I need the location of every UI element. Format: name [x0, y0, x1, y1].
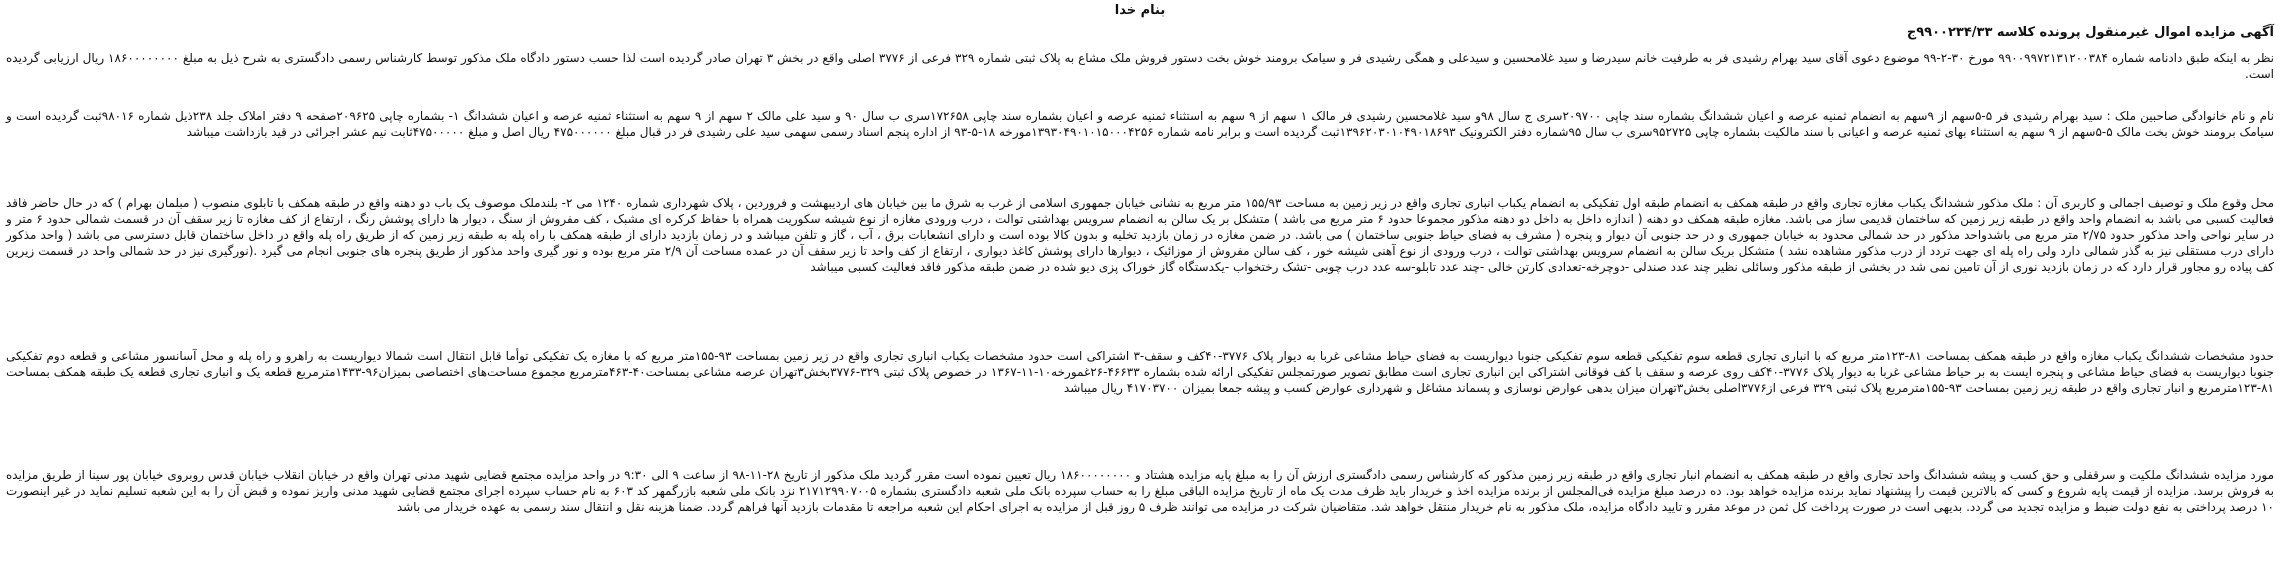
notice-heading: بنام خدا — [1114, 3, 1166, 18]
notice-title: آگهی مزایده اموال غیرمنقول پرونده کلاسه ۹۹۰۰۲۳۴/۳۳ج — [1906, 25, 2274, 40]
paragraph-property-description: محل وقوع ملک و توصیف اجمالی و کاربری آن : ملک مذکور ششدانگ یکباب مغازه تجاری واقع در طبقه همکف به انضمام طبقه اول تفکیکی به انضمام یکباب انباری تجاری واقع در زیر زمین به مساحت ۱۵۵/۹۳ متر مربع به نشانی خیابان جمهوری اسلامی از غرب به شرق ما بین خیابان های اردیبهشت و فروردین ، پلاک شهرداری شماره ۱۲۴۰ می ۲- بلندملک موصوف یک باب دو دهنه واقع در طبقه همکف با تابلوی منصوب ( مبلمان بهرام ) که در حال حاضر فاقد فعالیت کسبی می باشد به انضمام واحد واقع در طبقه زیر زمین که ساختمان قدیمی ساز می باشد. مغازه طبقه همکف دو دهنه ( اندازه داخل به داخل دو دهنه مذکور مجموعا حدود ۶ متر مربع می باشد ) متشکل بر یک سالن به انضمام سرویس بهداشتی توالت ، درب ورودی مغازه از نوع شیشه سکوریت همراه با حفاظ کرکره ای مشبک ، کف مفروش از سنگ ، دیوار ها دارای پوشش رنگ ، ارتفاع از کف مغازه تا زیر سقف آن در قسمت شمالی حدود ۶ متر و در سایر نواحی واحد مذکور حدود ۲/۷۵ متر مربع می باشدواحد مذکور در حد شمالی محدود به خیابان جمهوری و در حد جنوبی آن دیوار و پنجره ( مشرف به فضای حیاط جنوبی ساختمان ) می باشد. در ضمن مغازه در زمان بازدید تخلیه و بدون کالا بوده است و دارای انشعابات برق ، آب ، گاز و تلفن میباشد و در زمان بازدید دارای از طبقه همکف با راه پله به طبقه زیر زمین که از طریق راه پله واقع در داخل ساختمان قابل دسترسی می باشد ( واحد مذکور دارای درب مستقلی نیز به گذر شمالی دارد ولی راه پله ای جهت تردد از درب مذکور مشاهده نشد ) متشکل بریک سالن به انضمام سرویس بهداشتی توالت ، درب ورودی از نوع آهنی شیشه خور ، کف سالن مفروش از موزائیک ، دیوارها دارای پوشش کاغذ دیواری ، ارتفاع از کف واحد تا زیر سقف آن در عمده مساحت آن ۲/۹ متر مربع بوده و نور گیری واحد مذکور از طریق پنجره های جنوبی انجام می گیرد .(نورگیری نیز در حد شمالی واحد در قسمت زیرین کف پیاده رو مجاور قرار دارد که در زمان بازدید نوری از آن تامین نمی شد در بخشی از طبقه مذکور وسائلی نظیر چند عدد صندلی -دوچرخه-تعدادی کارتن خالی -چند عدد تابلو-سه عدد درب چوبی -تشک رختخواب -یکدستگاه گاز خوراک پزی دیو شده در ضمن طبقه مذکور فاقد فعالیت کسبی میباشد — [6, 196, 2275, 275]
paragraph-owners: نام و نام خانوادگی صاحبین ملک : سید بهرام رشیدی فر ۵-۵سهم از ۹سهم به انضمام ثمنیه عرصه و اعیان ششدانگ بشماره سند چاپی ۲۰۹۷۰۰سری ج سال ۹۸و سید غلامحسین رشیدی فر مالک ۱ سهم از ۹ سهم به استثناء ثمنیه عرصه و اعیان بشماره سند چاپی ۱۷۲۶۵۸سری ب سال ۹۰ و سید علی مالک ۲ سهم از ۹ سهم به استثناء ثمنیه عرصه و اعیان ششدانگ ۱- بشماره چاپی ۲۰۹۶۲۵صفحه ۹ دفتر املاک جلد ۲۳۸ذیل شماره ۹۸۰۱۶ثبت گردیده است و سیامک برومند خوش بخت مالک ۵-۵سهم از ۹ سهم به استثناء بهای ثمنیه عرصه و اعیانی با سند مالکیت بشماره چاپی ۹۵۲۷۲۵سری ب سال ۹۵شماره دفتر الکترونیک ۱۳۹۶۲۰۳۰۱۰۴۹۰۱۸۶۹۳ثبت گردیده است و برابر نامه شماره ۱۳۹۳۰۴۹۰۱۰۱۵۰۰۰۴۲۵۶مورخه ۱۸-۵-۹۳ از اداره پنجم اسناد رسمی سهمی سید علی رشیدی فر در قبال مبلغ ۴۷۵۰۰۰۰۰۰ ریال اصل و مبلغ ۴۷۵۰۰۰۰۰ثابت نیم عشر اجرائی در قید بازداشت میباشد — [6, 109, 2275, 140]
paragraph-boundaries: حدود مشخصات ششدانگ یکباب مغازه واقع در طبقه همکف بمساحت ۸۱-۱۲۳متر مربع که با انباری تجاری قطعه سوم تفکیکی قطعه سوم تفکیکی جنوبا دیواریست به فضای حیاط مشاعی غربا به دیوار پلاک ۳۷۷۶-۴۰کف و سقف-۳ اشتراکی است حدود مشخصات یکباب انباری تجاری واقع در زیر زمین بمساحت ۹۳-۱۵۵متر مربع که با مغازه یک تفکیکی توأما قابل انتقال است شمالا دیواریست به راهرو و راه پله و محل آسانسور مشاعی و قطعه دوم تفکیکی جنوبا دیواریست به فضای حیاط مشاعی و پنجره ایست به بر حیاط مشاعی غربا به دیوار پلاک ۳۷۷۶-۴۰کف روی عرصه و سقف با کف فوقانی اشتراکی این انباری تجاری است مطابق تصویر صورتمجلس تفکیکی ارائه شده بشماره ۴۶۶۳۳-۲۶غمورخه۱۰-۱۱-۱۳۶۷ در خصوص پلاک ثبتی ۳۲۹-۳۷۷۶بخش۳تهران عرصه مشاعی بمساحت۴۰-۴۶۳مترمربع مجموع مساحت‌های اختصاصی بمیزان۹۶-۱۴۳۳مترمربع قطعه یک و انباری تجاری قطعه یک طبقه همکف بمساحت ۸۱-۱۲۳مترمربع و انبار تجاری واقع در طبقه زیر زمین بمساحت ۹۳-۱۵۵مترمربع پلاک ثبتی ۳۲۹ فرعی از۳۷۷۶اصلی بخش۳تهران میزان بدهی عوارض نوسازی و پسماند مشاغل و شهرداری عوارض کسب و پیشه جمعا بمیزان ۴۱۷۰۳۷۰۰ ریال میباشد — [6, 349, 2275, 396]
paragraph-auction-terms: مورد مزایده ششدانگ ملکیت و سرقفلی و حق کسب و پیشه ششدانگ واحد تجاری واقع در طبقه همکف به انضمام انبار تجاری واقع در طبقه زیر زمین مذکور که کارشناس رسمی دادگستری ارزش آن را به مبلغ پایه مزایده هشتاد و ۱۸۶۰۰۰۰۰۰۰۰ ریال تعیین نموده است مقرر گردید ملک مذکور از تاریخ ۲۸-۱۱-۹۸ از ساعت ۹ الی ۹:۳۰ در واحد مزایده مجتمع قضایی شهید مدنی تهران واقع در خیابان انقلاب خیابان قدس روبروی خیابان پور سینا از طریق مزایده به فروش برسد. مزایده از قیمت پایه شروع و کسی که بالاترین قیمت را پیشنهاد نماید برنده مزایده خواهد بود. ده درصد مبلغ مزایده فی‌المجلس از برنده مزایده اخذ و خریدار باید ظرف مدت یک ماه از تاریخ مزایده الباقی مبلغ را به حساب سپرده بانک ملی شعبه دادگستری بشماره ۲۱۷۱۲۹۹۰۷۰۰۵ نزد بانک ملی شعبه بازرگمهر کد ۶۰۳ به نام حساب سپرده اجرای مجتمع قضایی شهید مدنی واریز نموده و قبض آن را به این شعبه تسلیم نماید در غیر اینصورت ۱۰ درصد پرداختی به نفع دولت ضبط و مزایده تجدید می گردد. بدیهی است در صورت پرداخت کل ثمن در موعد مقرر و تایید دادگاه مزایده، ملک مذکور به نام خریدار منتقل خواهد شد. متقاضیان شرکت در مزایده می توانند ظرف ۵ روز قبل از مزایده به اجرای احکام این شعبه مراجعه تا مقدمات بازدید آنها فراهم گردد. ضمنا هزینه نقل و انتقال سند رسمی به عهده خریدار می باشد — [6, 468, 2274, 515]
paragraph-court-order: نظر به اینکه طبق دادنامه شماره ۹۹۰۰۹۹۷۲۱۳۱۲۰۰۳۸۴ مورخ ۳۰-۲-۹۹ موضوع دعوی آقای سید بهرام رشیدی فر به طرفیت خانم سیدرضا و سید غلامحسین و سیدعلی و همگی رشیدی فر و سیامک برومند خوش بخت دستور فروش ملک مشاع به پلاک ثبتی شماره ۳۲۹ فرعی از ۳۷۷۶ اصلی واقع در بخش ۳ تهران صادر گردیده است لذا حسب دستور دادگاه ملک مذکور توسط کارشناس رسمی دادگستری به شرح ذیل به مبلغ ۱۸۶۰۰۰۰۰۰۰۰ ریال ارزیابی گردیده است. — [6, 51, 2275, 82]
